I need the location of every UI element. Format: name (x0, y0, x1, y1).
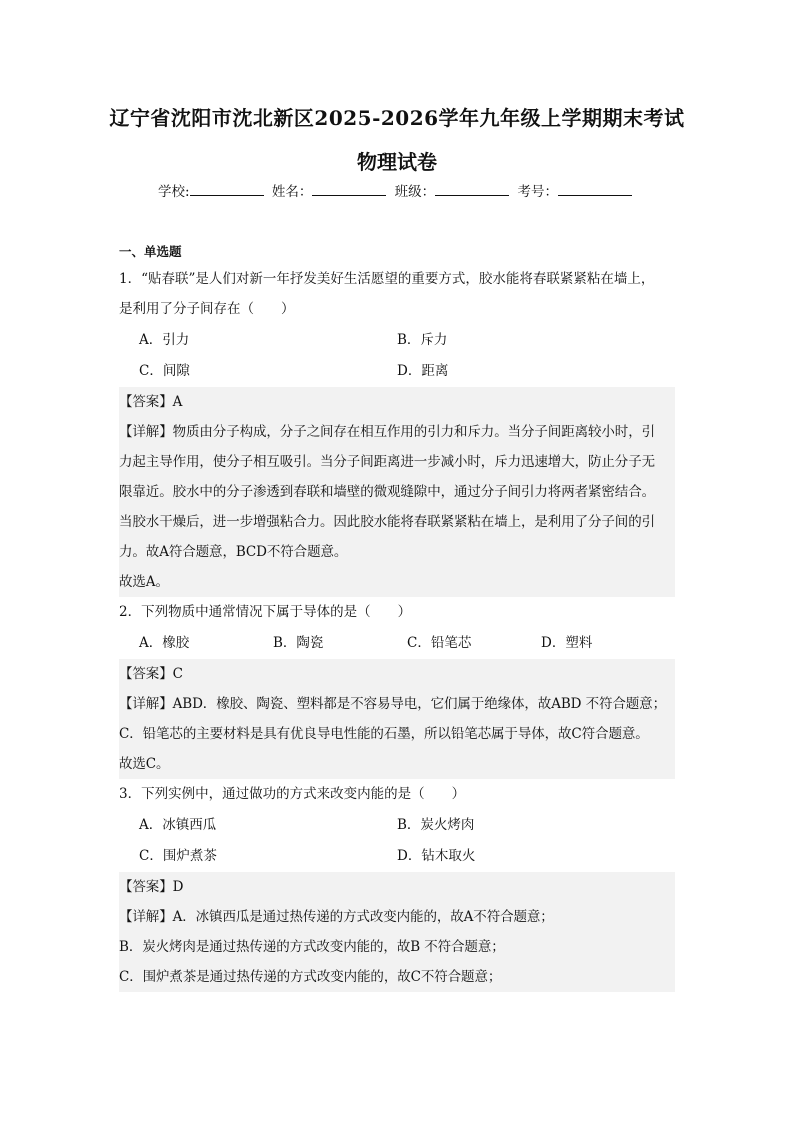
school-blank (190, 181, 264, 196)
options-row (119, 810, 675, 841)
explanation-text: ABD．橡胶、陶瓷、塑料都是不容易导电，它们属于绝缘体，故ABD 不符合题意； (172, 696, 666, 712)
answer-block (119, 387, 675, 597)
options-row (119, 325, 675, 356)
answer-block (119, 659, 675, 779)
explanation-label: 【详解】 (119, 909, 173, 925)
explanation-label: 【详解】 (119, 424, 173, 440)
option-b: B．炭火烤肉 (397, 817, 475, 833)
option-b: B．斥力 (397, 332, 448, 348)
option-d: D．距离 (397, 363, 449, 379)
option-d: D．塑料 (541, 635, 593, 651)
answer-label: 【答案】 (119, 394, 173, 410)
explanation-line: 力。故A符合题意，BCD不符合题意。 (119, 544, 348, 560)
options-row (119, 356, 675, 387)
explanation-line: C．铅笔芯的主要材料是具有优良导电性能的石墨，所以铅笔芯属于导体，故C符合题意。 (119, 726, 649, 742)
explanation-line: C．围炉煮茶是通过热传递的方式改变内能的，故C不符合题意； (119, 969, 502, 985)
answer-line (119, 387, 675, 417)
explanation-line: 力起主导作用，使分子相互吸引。当分子间距离进一步减小时，斥力迅速增大，防止分子无 (119, 454, 655, 470)
explanation-line: 限靠近。胶水中的分子渗透到春联和墙壁的微观缝隙中，通过分子间引力将两者紧密结合。 (119, 484, 655, 500)
answer-block (119, 872, 675, 992)
student-info-line (0, 180, 794, 200)
answer-value: D (172, 879, 184, 895)
name-label: 姓名： (271, 184, 313, 200)
section-heading: 一、单选题 (119, 244, 182, 259)
explanation-line (119, 417, 675, 447)
exam-title: 辽宁省沈阳市沈北新区2025-2026学年九年级上学期期末考试 (109, 106, 685, 130)
question-3 (119, 779, 675, 992)
exam-subtitle: 物理试卷 (357, 150, 437, 174)
question-2 (119, 597, 675, 779)
class-label: 班级： (394, 184, 436, 200)
answer-line (119, 659, 675, 689)
explanation-line (119, 689, 675, 719)
question-stem-line: 是利用了分子间存在（ ） (119, 301, 295, 317)
exam-number-blank (558, 181, 632, 196)
question-stem-line: 2．下列物质中通常情况下属于导体的是（ ） (119, 604, 412, 620)
answer-label: 【答案】 (119, 666, 173, 682)
exam-number-label: 考号： (517, 184, 558, 200)
option-c: C．间隙 (139, 363, 190, 379)
explanation-line: 故选A。 (119, 574, 169, 590)
explanation-text: A．冰镇西瓜是通过热传递的方式改变内能的，故A不符合题意； (172, 909, 554, 925)
option-a: A．冰镇西瓜 (139, 817, 217, 833)
option-a: A．橡胶 (139, 635, 190, 651)
question-stem-line: 1．“贴春联”是人们对新一年抒发美好生活愿望的重要方式，胶水能将春联紧紧粘在墙上， (119, 271, 655, 287)
explanation-line: 当胶水干燥后，进一步增强粘合力。因此胶水能将春联紧紧粘在墙上，是利用了分子间的引 (119, 514, 655, 530)
school-label: 学校: (158, 184, 190, 200)
explanation-label: 【详解】 (119, 696, 173, 712)
name-blank (312, 181, 386, 196)
answer-label: 【答案】 (119, 879, 173, 895)
question-stem-line: 3．下列实例中，通过做功的方式来改变内能的是（ ） (119, 786, 466, 802)
option-a: A．引力 (139, 332, 190, 348)
option-d: D．钻木取火 (397, 848, 476, 864)
options-row (119, 628, 675, 659)
exam-content (119, 240, 675, 992)
option-b: B．陶瓷 (273, 635, 324, 651)
explanation-text: 物质由分子构成，分子之间存在相互作用的引力和斥力。当分子间距离较小时，引 (172, 424, 656, 440)
question-1 (119, 264, 675, 597)
explanation-line (119, 902, 675, 932)
explanation-line: 故选C。 (119, 756, 170, 772)
answer-value: A (172, 394, 183, 410)
answer-line (119, 872, 675, 902)
option-c: C．围炉煮茶 (139, 848, 217, 864)
option-c: C．铅笔芯 (407, 635, 472, 651)
options-row (119, 841, 675, 872)
explanation-line: B．炭火烤肉是通过热传递的方式改变内能的，故B 不符合题意； (119, 939, 505, 955)
class-blank (435, 181, 509, 196)
answer-value: C (172, 666, 183, 682)
